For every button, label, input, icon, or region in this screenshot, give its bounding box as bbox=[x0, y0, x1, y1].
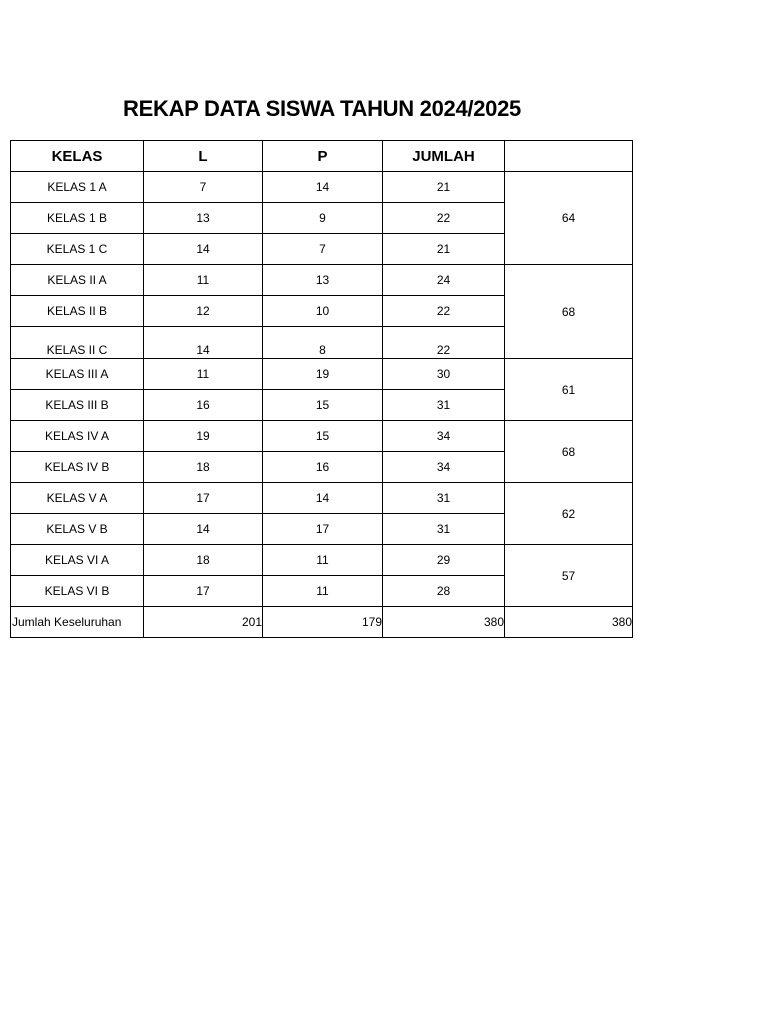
cell-p: 10 bbox=[263, 296, 383, 327]
cell-jumlah: 31 bbox=[383, 514, 505, 545]
cell-jumlah: 31 bbox=[383, 390, 505, 421]
page-title: REKAP DATA SISWA TAHUN 2024/2025 bbox=[123, 96, 521, 121]
grade-total-cell: 57 bbox=[505, 545, 633, 607]
student-recap-table bbox=[10, 140, 633, 638]
cell-l: 17 bbox=[144, 483, 263, 514]
cell-jumlah: 22 bbox=[383, 203, 505, 234]
cell-p: 7 bbox=[263, 234, 383, 265]
cell-kelas: KELAS II C bbox=[11, 327, 144, 359]
table-row bbox=[11, 545, 633, 576]
totals-row bbox=[11, 607, 633, 638]
cell-kelas: KELAS III A bbox=[11, 359, 144, 390]
cell-kelas: KELAS III B bbox=[11, 390, 144, 421]
cell-p: 15 bbox=[263, 421, 383, 452]
totals-jumlah: 380 bbox=[383, 607, 505, 638]
cell-l: 19 bbox=[144, 421, 263, 452]
cell-p: 19 bbox=[263, 359, 383, 390]
cell-l: 14 bbox=[144, 514, 263, 545]
cell-jumlah: 29 bbox=[383, 545, 505, 576]
cell-kelas: KELAS VI B bbox=[11, 576, 144, 607]
cell-jumlah: 34 bbox=[383, 421, 505, 452]
cell-jumlah: 22 bbox=[383, 296, 505, 327]
cell-p: 9 bbox=[263, 203, 383, 234]
cell-p: 8 bbox=[263, 327, 383, 359]
cell-jumlah: 30 bbox=[383, 359, 505, 390]
cell-l: 11 bbox=[144, 265, 263, 296]
header-jumlah: JUMLAH bbox=[383, 141, 505, 172]
totals-group: 380 bbox=[505, 607, 633, 638]
cell-jumlah: 31 bbox=[383, 483, 505, 514]
cell-l: 14 bbox=[144, 234, 263, 265]
cell-l: 12 bbox=[144, 296, 263, 327]
grade-total-cell: 68 bbox=[505, 265, 633, 359]
cell-l: 11 bbox=[144, 359, 263, 390]
table-row bbox=[11, 359, 633, 390]
table-row bbox=[11, 421, 633, 452]
header-p: P bbox=[263, 141, 383, 172]
totals-l: 201 bbox=[144, 607, 263, 638]
totals-label: Jumlah Keseluruhan bbox=[11, 607, 144, 638]
cell-kelas: KELAS V A bbox=[11, 483, 144, 514]
cell-p: 16 bbox=[263, 452, 383, 483]
cell-p: 13 bbox=[263, 265, 383, 296]
table-row bbox=[11, 265, 633, 296]
cell-l: 18 bbox=[144, 452, 263, 483]
header-group-total bbox=[505, 141, 633, 172]
grade-total-cell: 68 bbox=[505, 421, 633, 483]
cell-l: 7 bbox=[144, 172, 263, 203]
cell-kelas: KELAS IV A bbox=[11, 421, 144, 452]
cell-jumlah: 28 bbox=[383, 576, 505, 607]
cell-p: 14 bbox=[263, 172, 383, 203]
table-row bbox=[11, 172, 633, 203]
cell-jumlah: 24 bbox=[383, 265, 505, 296]
cell-l: 17 bbox=[144, 576, 263, 607]
cell-jumlah: 21 bbox=[383, 234, 505, 265]
cell-l: 16 bbox=[144, 390, 263, 421]
cell-l: 18 bbox=[144, 545, 263, 576]
grade-total-cell: 61 bbox=[505, 359, 633, 421]
table-row bbox=[11, 483, 633, 514]
cell-kelas: KELAS IV B bbox=[11, 452, 144, 483]
cell-kelas: KELAS 1 B bbox=[11, 203, 144, 234]
grade-total-cell: 64 bbox=[505, 172, 633, 265]
header-kelas: KELAS bbox=[11, 141, 144, 172]
cell-kelas: KELAS V B bbox=[11, 514, 144, 545]
cell-p: 17 bbox=[263, 514, 383, 545]
cell-kelas: KELAS 1 C bbox=[11, 234, 144, 265]
cell-p: 15 bbox=[263, 390, 383, 421]
cell-kelas: KELAS II A bbox=[11, 265, 144, 296]
cell-l: 14 bbox=[144, 327, 263, 359]
table-header-row bbox=[11, 141, 633, 172]
header-l: L bbox=[144, 141, 263, 172]
cell-kelas: KELAS VI A bbox=[11, 545, 144, 576]
grade-total-cell: 62 bbox=[505, 483, 633, 545]
cell-kelas: KELAS II B bbox=[11, 296, 144, 327]
cell-l: 13 bbox=[144, 203, 263, 234]
totals-p: 179 bbox=[263, 607, 383, 638]
cell-jumlah: 22 bbox=[383, 327, 505, 359]
cell-kelas: KELAS 1 A bbox=[11, 172, 144, 203]
cell-p: 11 bbox=[263, 545, 383, 576]
cell-jumlah: 34 bbox=[383, 452, 505, 483]
cell-p: 14 bbox=[263, 483, 383, 514]
cell-p: 11 bbox=[263, 576, 383, 607]
cell-jumlah: 21 bbox=[383, 172, 505, 203]
